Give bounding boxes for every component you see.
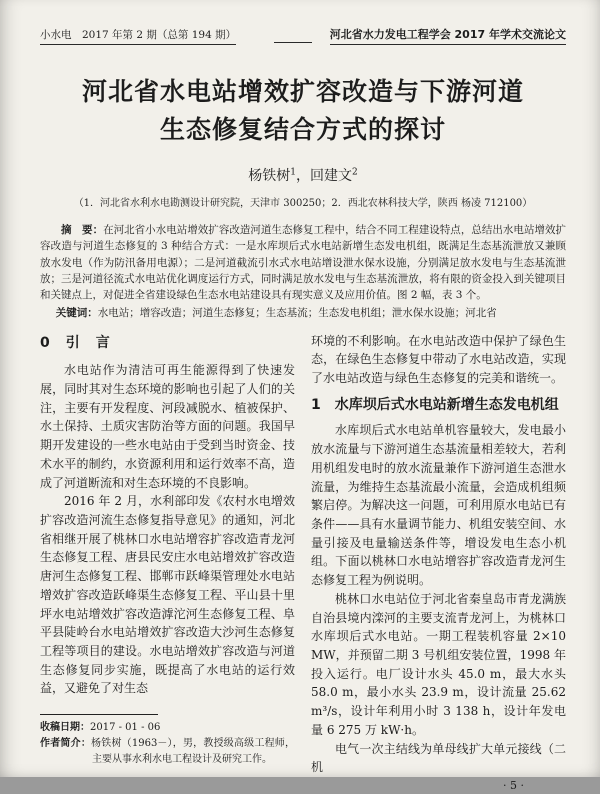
right-column <box>311 332 566 792</box>
page-header <box>40 26 566 45</box>
abstract-label: 摘 要： <box>61 224 104 236</box>
abstract-text: 在河北省小水电站增效扩容改造河道生态修复工程中，结合不同工程建设特点，总结出水电站增效扩容改造与河道生态修复的 3 种结合方式：一是水库坝后式水电站新增生态发电机组，既满足生态基流泄放又兼顾放水发电（作为防汛备用电源）；二是河道截流引水式水电站增设泄水保水设施，分别满足放水发电与生态基流泄放；三是河道径流式水电站优化调度运行方式，同时满足放水发电与生态基流泄放，将有限的资金投入到关键项目和关键点上，对促进全省建设绿色生态水电站建设具有现实意义及应用价值。图 2 幅，表 3 个。 <box>40 224 567 302</box>
author-2-superscript: 2 <box>352 167 358 178</box>
section1-heading: 1 水库坝后式水电站新增生态发电机组 <box>311 396 559 413</box>
paper-title <box>40 73 566 149</box>
received-date-label: 收稿日期： <box>40 721 90 733</box>
authors-separator: ， <box>296 168 310 184</box>
keywords-label: 关键词： <box>55 307 98 320</box>
intro-continuation-paragraph: 环境的不利影响。在水电站改造中保护了绿色生态，在绿色生态修复中带动了水电站改造，实现了水电站改造与绿色生态修复的完美和谐统一。 <box>311 333 566 386</box>
keywords-line <box>40 305 566 321</box>
title-line2: 生态修复结合方式的探讨 <box>159 115 446 144</box>
received-date-value: 2017 - 01 - 06 <box>90 721 161 733</box>
author-2-name: 回建文 <box>310 168 352 184</box>
author-1-superscript: 1 <box>290 167 296 178</box>
section1-paragraph-3: 电气一次主结线为单母线扩大单元接线（二机 <box>311 741 566 775</box>
intro-paragraph-1: 水电站作为清洁可再生能源得到了快速发展，同时其对生态环境的影响也引起了人们的关注，主要有开发程度、河段减脱水、植被保护、水土保持、土质灾害防治等方面的问题。我国早期开发建设的一些水电站由于受到当时资金、技术水平的制约，水资源利用和运行效率不高，造成了河道断流和对生态环境的不良影响。 <box>40 363 295 490</box>
title-line1: 河北省水电站增效扩容改造与下游河道 <box>81 77 524 106</box>
body-columns <box>40 332 566 792</box>
section1-paragraph-2: 桃林口水电站位于河北省秦皇岛市青龙满族自治县境内滦河的主要支流青龙河上，为桃林口水库坝后式水电站。一期工程装机容量 2×10 MW，并预留二期 3 号机组安装位置，1998 年投入运行。电厂设计水头 45.0 m，最大水头 58.0 m，最小水头 23.9 m，设计流量 25.62 m³/s，设计年利用小时 3 138 h，设计年发电量 6 275 万 kW·h。 <box>311 591 566 737</box>
received-date-line <box>40 720 295 736</box>
footnote-separator-line <box>40 714 158 715</box>
author-bio-label: 作者简介： <box>40 737 92 749</box>
header-divider-line <box>274 42 312 43</box>
conference-info: 河北省水力发电工程学会 2017 年学术交流论文 <box>330 26 566 45</box>
intro-section-heading: 0 引 言 <box>40 334 111 351</box>
affiliation-line: （1．河北省水利水电勘测设计研究院，天津市 300250；2．西北农林科技大学，陕西 杨凌 712100） <box>73 198 533 209</box>
abstract-paragraph <box>40 222 566 303</box>
journal-issue-info: 小水电 2017 年第 2 期（总第 194 期） <box>40 27 236 45</box>
intro-paragraph-2: 2016 年 2 月，水利部印发《农村水电增效扩容改造河流生态修复指导意见》的通知，河北省相继开展了桃林口水电站增容扩容改造青龙河生态修复工程、唐县民安庄水电站增效扩容改造唐河生态修复工程、邯郸市跃峰渠管理处水电站增效扩容改造跃峰渠生态修复工程、平山县十里坪水电站增效扩容改造滹沱河生态修复工程、阜平县陡岭台水电站增效扩容改造大沙河生态修复工程等项目的建设。水电站增效扩容改造与河道生态修复同步实施，既提高了水电站的运行效益，又避免了对生态 <box>40 494 295 696</box>
authors-line <box>40 165 566 185</box>
keywords-text: 水电站；增容改造；河道生态修复；生态基流；生态发电机组；泄水保水设施；河北省 <box>97 307 497 320</box>
footnote-block <box>40 710 295 768</box>
left-column <box>40 332 295 768</box>
author-bio-line <box>40 736 295 768</box>
page-number: · 5 · <box>503 779 524 792</box>
section1-paragraph-1: 水库坝后式水电站单机容量较大，发电最小放水流量与下游河道生态基流量相差较大，若利用机组发电时的放水流量兼作下游河道生态泄水流量，为维持生态基流最小流量，会造成机组频繁启停。为解决这一问题，可利用原水电站已有条件——具有水量调节能力、机组安装空间、水量引接及电量输送条件等，增设发电生态小机组。下面以桃林口水电站增容扩容改造青龙河生态修复工程为例说明。 <box>311 423 566 588</box>
author-bio-value: 杨铁树（1963－），男，教授级高级工程师，主要从事水利水电工程设计及研究工作。 <box>91 737 296 765</box>
author-1-name: 杨铁树 <box>248 168 291 184</box>
